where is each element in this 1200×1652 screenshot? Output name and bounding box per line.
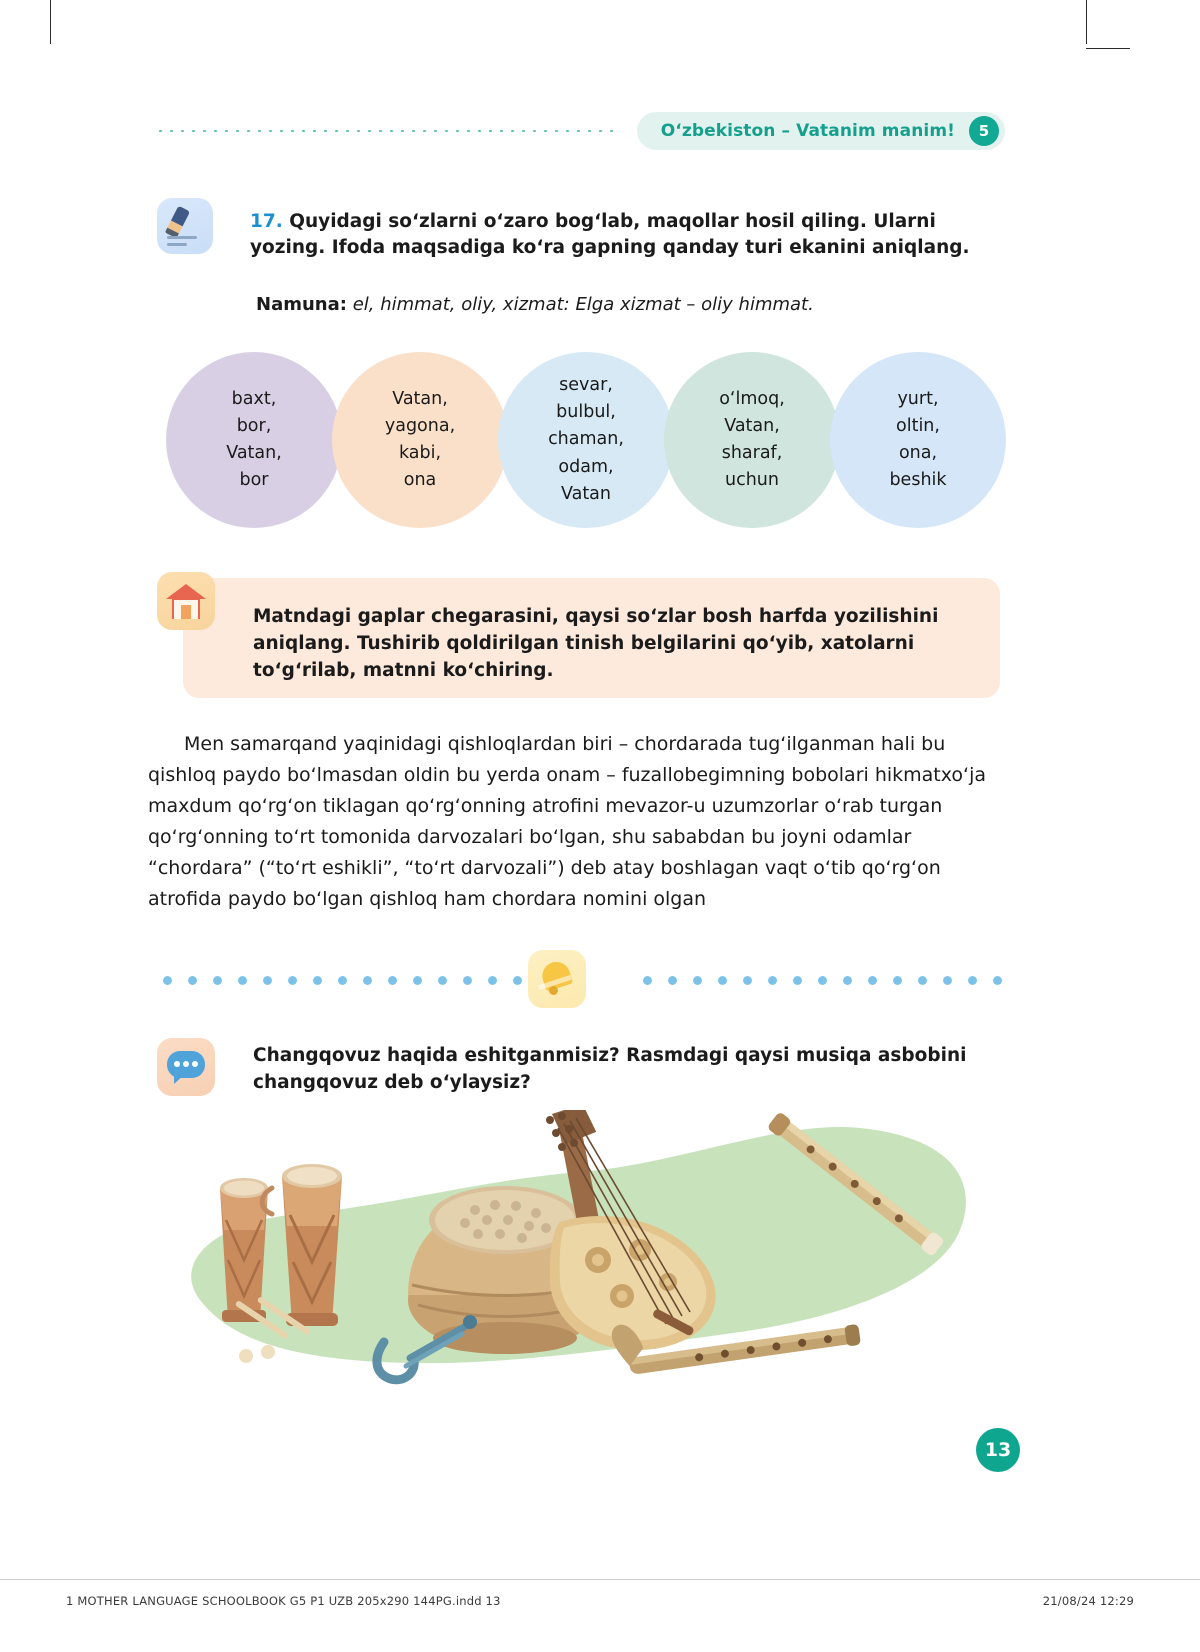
word-circle [332, 352, 508, 528]
crop-mark [50, 0, 51, 44]
word-circle [166, 352, 342, 528]
sample-label: Namuna: [256, 294, 347, 315]
word-circle-text: sevar, bulbul, chaman, odam, Vatan [548, 375, 624, 504]
body-paragraph: Men samarqand yaqinidagi qishloqlardan biri – chordarada tug‘ilganman hali bu qishloq paydo bo‘lmasdan oldin bu yerda onam – fuzallobegimning bobolari hikmatxo‘ja maxdum qo‘rg‘on tiklagan qo‘rg‘onning atrofini mevazor-u uzumzorlar o‘rab turgan qo‘rg‘onning to‘rt tomonida darvozalari bo‘lgan, shu sababdan bu joyni odamlar “chordara” (“to‘rt eshikli”, “to‘rt darvozali”) deb atay boshlagan vaqt o‘tib qo‘rg‘on atrofida paydo bo‘lgan qishloq ham chordara nomini olgan [148, 733, 986, 910]
crop-mark [1086, 48, 1130, 49]
word-circle [830, 352, 1006, 528]
running-head [155, 112, 1005, 150]
dotted-rule-right [635, 976, 1005, 985]
running-head-unit-number: 5 [969, 116, 999, 146]
footer-left-text: 1 MOTHER LANGUAGE SCHOOLBOOK G5 P1 UZB 205x290 144PG.indd 13 [66, 1594, 501, 1608]
page-number: 13 [976, 1428, 1020, 1472]
section-separator [155, 950, 1005, 1010]
dotted-rule-left [155, 976, 525, 985]
running-head-pill [637, 112, 1005, 150]
speech-bubble-icon [157, 1038, 215, 1096]
footer-right-text: 21/08/24 12:29 [1042, 1594, 1134, 1608]
instruction-callout-text: Matndagi gaplar chegarasini, qaysi so‘zlar bosh harfda yozilishini aniqlang. Tushirib qoldirilgan tinish belgilarini qo‘yib, xatolarni to‘g‘rilab, matnni ko‘chiring. [253, 606, 939, 681]
word-circle [498, 352, 674, 528]
word-circle-group [166, 352, 1006, 528]
exercise-instruction [250, 209, 1000, 262]
sample-text: el, himmat, oliy, xizmat: Elga xizmat – oliy himmat. [352, 294, 814, 315]
footer-divider [0, 1579, 1200, 1580]
running-head-title: O‘zbekiston – Vatanim manim! [660, 121, 955, 141]
exercise-number: 17. [250, 211, 283, 232]
word-circle-text: Vatan, yagona, kabi, ona [384, 388, 456, 491]
question-text: Changqovuz haqida eshitganmisiz? Rasmdagi qaysi musiqa asbobini changqovuz deb o‘ylaysiz? [253, 1045, 967, 1093]
sample-line [256, 294, 996, 315]
word-circle-text: baxt, bor, Vatan, bor [226, 388, 282, 491]
word-circle [664, 352, 840, 528]
word-circle-text: yurt, oltin, ona, beshik [889, 388, 947, 491]
dotted-rule [155, 130, 619, 132]
uzbek-musical-instruments-illustration [160, 1110, 1005, 1400]
house-icon [157, 572, 215, 630]
crop-mark [1086, 0, 1087, 44]
pencil-writing-icon [157, 198, 213, 254]
bell-icon [528, 950, 586, 1008]
exercise-instruction-text: Quyidagi so‘zlarni o‘zaro bog‘lab, maqollar hosil qiling. Ularni yozing. Ifoda maqsadiga ko‘ra gapning qanday turi ekanini aniqlang. [250, 211, 970, 259]
word-circle-text: o‘lmoq, Vatan, sharaf, uchun [719, 388, 785, 491]
